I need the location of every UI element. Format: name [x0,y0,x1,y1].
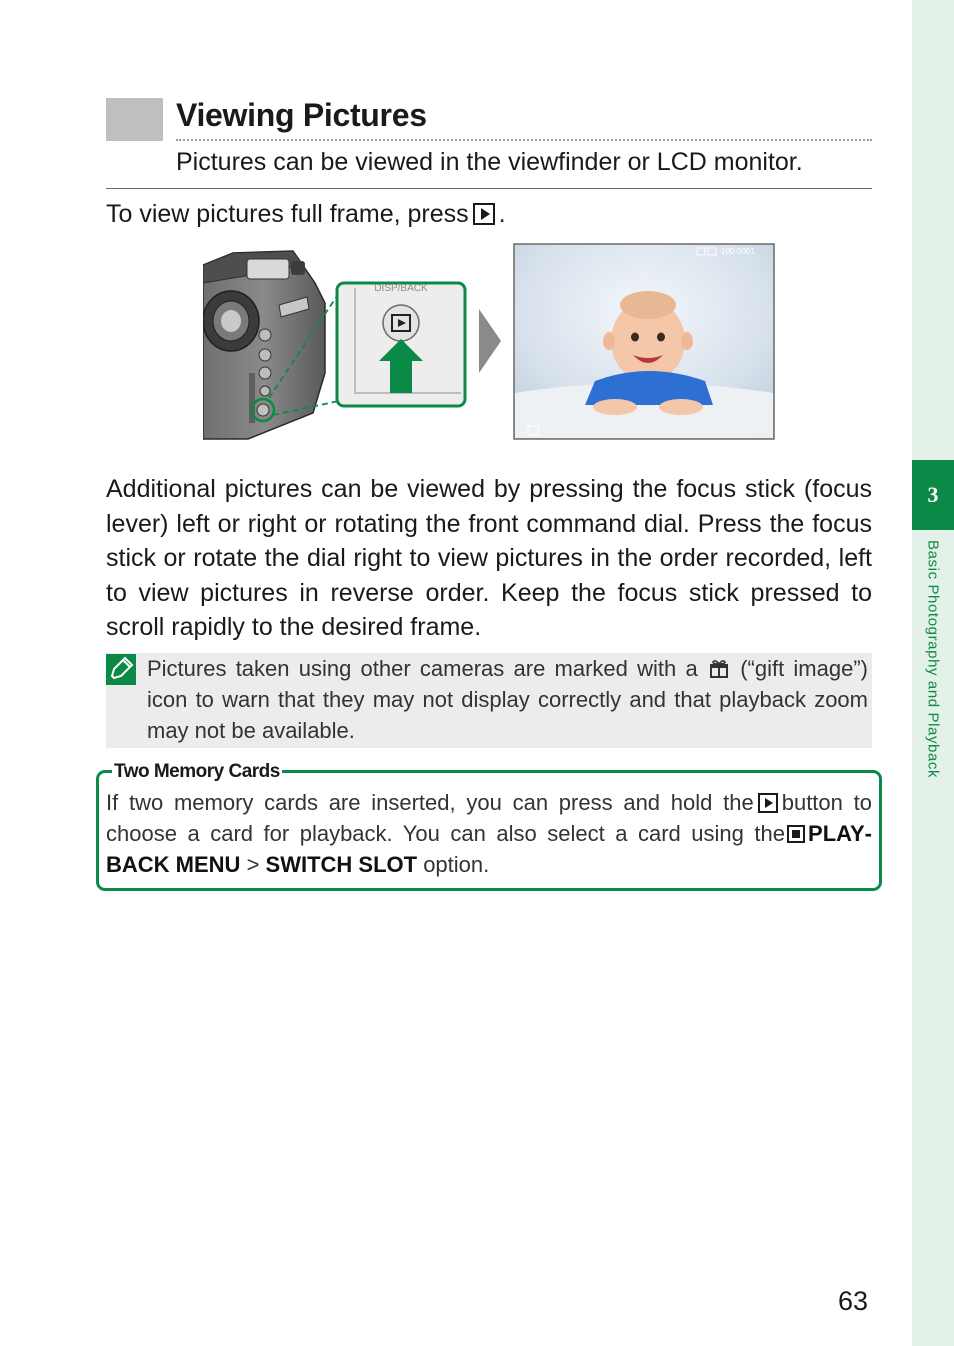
note-box [106,653,872,748]
tip-text-part1: If two memory cards are inserted, you can press and hold the [106,790,754,815]
playback-screen [514,244,774,439]
playback-button-icon [473,203,495,225]
page-title: Viewing Pictures [176,97,427,133]
button-callout [337,283,465,406]
playback-menu-name: PLAYBACK MENU [106,821,872,877]
tip-title: Two Memory Cards [112,758,282,786]
chapter-tab[interactable] [912,460,954,530]
switch-slot-option: SWITCH SLOT [265,852,418,877]
page-number: 63 [838,1286,869,1316]
intro-end: . [498,200,506,228]
intro-line [106,198,506,230]
disp-back-label: DISP/BACK [374,283,428,294]
section-marker [106,98,163,141]
camera-back-drawing [203,251,325,439]
gift-image-icon [709,659,729,679]
tip-text [106,787,872,880]
playback-button-icon [758,793,778,813]
chapter-number: 3 [927,482,939,507]
playback-menu-icon [787,825,805,843]
page-subtitle: Pictures can be viewed in the viewfinder or LCD monitor. [176,148,803,176]
tip-text-part3: option. [417,852,490,877]
note-icon [106,654,136,685]
tip-text-part2: button to choose a card for playback. You can also select a card using the [106,790,872,846]
title-divider [176,139,872,141]
intro-text: To view pictures full frame, press [106,200,469,228]
note-text-end: (“gift image”) icon to warn that they may not display correctly and that playback zoom may not be available. [147,656,868,743]
body-paragraph: Additional pictures can be viewed by pressing the focus stick (focus lever) left or right or rotating the front command dial. Press the focus stick or rotate the dial right to view pictures in the order recorded, left to view pictures in reverse order. Keep the focus stick pressed to scroll rapidly to the desired frame. [106,475,872,641]
note-text-start: Pictures taken using other cameras are marked with a [147,656,698,681]
subtitle-divider [106,188,872,189]
playback-illustration [203,243,775,440]
chapter-title: Basic Photography and Playback [924,540,942,779]
arrow-icon [479,309,501,373]
frame-number: 100-0001 [721,247,755,256]
note-text [147,653,868,746]
menu-separator: > [240,852,266,877]
